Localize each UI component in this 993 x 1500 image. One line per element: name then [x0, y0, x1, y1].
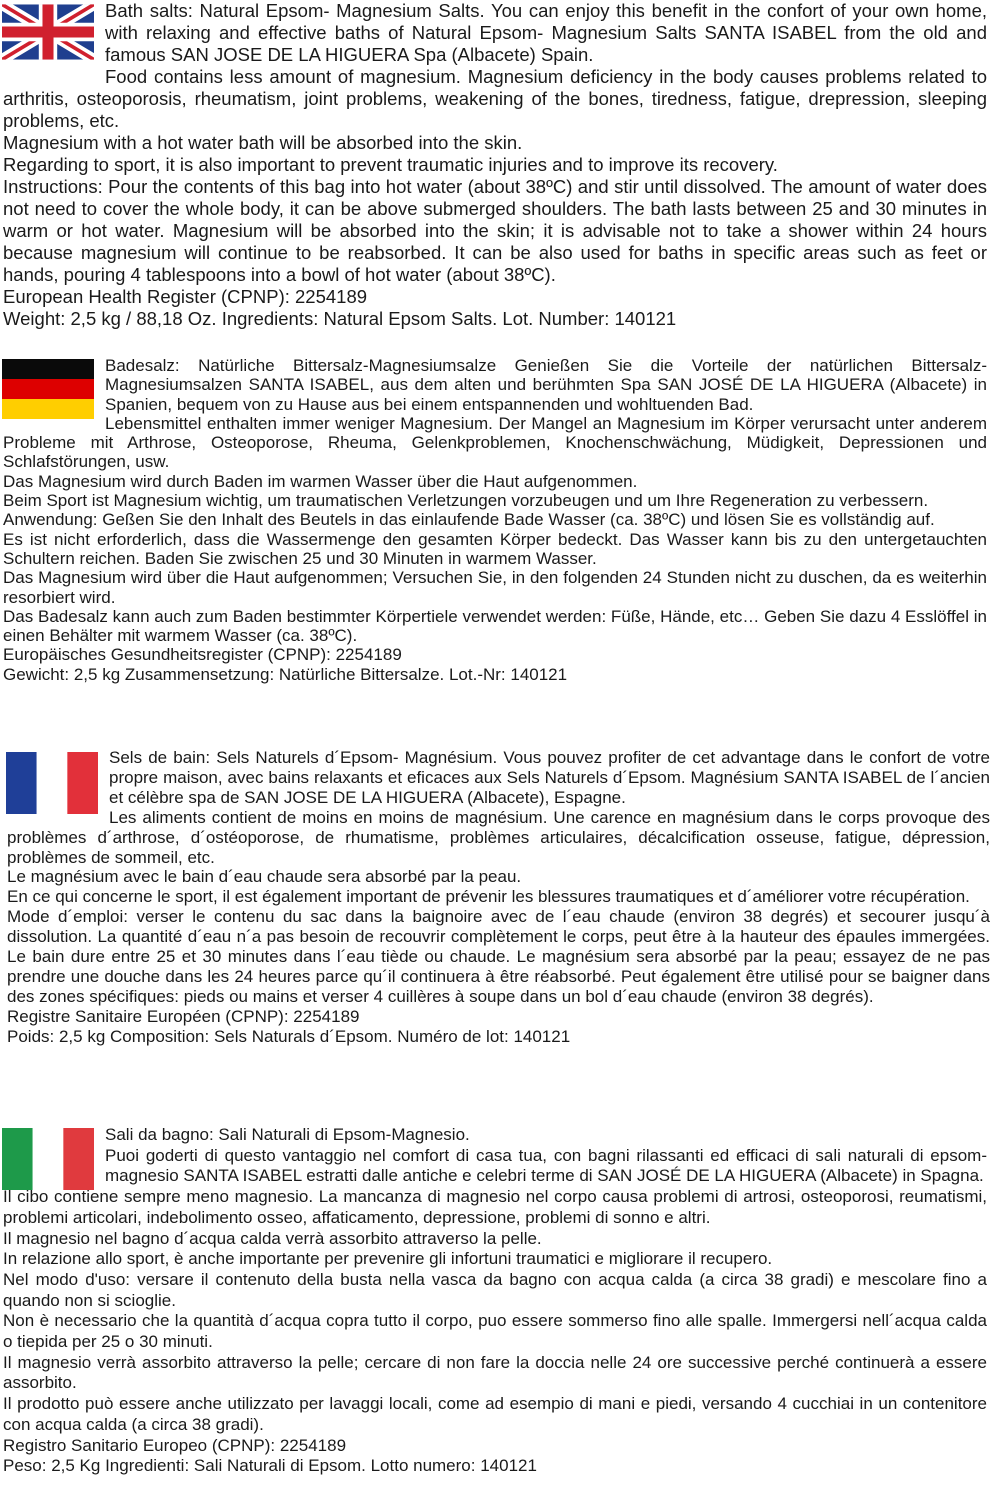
italian-register: Registro Sanitario Europeo (CPNP): 2254189	[3, 1435, 347, 1455]
german-paragraph: Lebensmittel enthalten immer weniger Magnesium. Der Mangel an Magnesium im Körper verursacht unter anderem Probleme mit Arthrose, Osteoporose, Rheuma, Gelenkproblemen, Knochenschwächung, Müdigkeit, Depressionen und Schlafstörungen, usw.	[3, 413, 987, 472]
german-paragraph: Es ist nicht erforderlich, dass die Wassermenge den gesamten Körper bedeckt. Das Wasser kann bis zu den untergetauchten Schultern reichen. Baden Sie zwischen 25 und 30 Minuten in warmem Wasser.	[3, 529, 987, 568]
english-section	[0, 0, 993, 330]
french-paragraph: Le magnésium avec le bain d´eau chaude sera absorbé par la peau.	[7, 867, 522, 887]
english-register: European Health Register (CPNP): 2254189	[3, 286, 368, 307]
italian-paragraph: Il magnesio verrà assorbito attraverso la pelle; cercare di non fare la doccia nelle 24 ore successive perché continuerà a essere assorbito.	[3, 1352, 987, 1393]
german-paragraph: Badesalz: Natürliche Bittersalz-Magnesiumsalze Genießen Sie die Vorteile der natürlichen Bittersalz-Magnesiumsalzen SANTA ISABEL, aus dem alten und berühmten Spa SAN JOSÉ DE LA HIGUERA (Albacete) in Spanien, bequem von zu Hause aus bei einem entspannenden und wohltuenden Bad.	[105, 356, 987, 414]
italian-weight: Peso: 2,5 Kg Ingredienti: Sali Naturali di Epsom. Lotto numero: 140121	[3, 1456, 537, 1476]
italian-section	[0, 1125, 993, 1477]
italian-paragraph: Il cibo contiene sempre meno magnesio. La mancanza di magnesio nel corpo causa problemi di artrosi, osteoporosi, reumatismi, problemi articolari, indebolimento osseo, affaticamento, depressione, problemi di sonno e altri.	[3, 1187, 987, 1227]
italian-paragraph: Puoi goderti di questo vantaggio nel comfort di casa tua, con bagni rilassanti ed efficaci di sali naturali di epsom-magnesio SANTA ISABEL estratti dalle antiche e celebri terme di SAN JOSÉ DE LA HIGUERA (Albacete) in Spagna.	[105, 1145, 987, 1186]
english-paragraph: Food contains less amount of magnesium. Magnesium deficiency in the body causes problems related to arthritis, osteoporosis, rheumatism, joint problems, weakening of the bones, tiredness, fatigue, drepression, sleeping problems, etc.	[3, 66, 987, 131]
french-paragraph: En ce qui concerne le sport, il est également important de prévenir les blessures traumatiques et d´améliorer votre récupération.	[7, 887, 970, 907]
english-weight: Weight: 2,5 kg / 88,18 Oz. Ingredients: Natural Epsom Salts. Lot. Number: 140121	[3, 308, 677, 329]
italian-paragraph: Il magnesio nel bagno d´acqua calda verrà assorbito attraverso la pelle.	[3, 1228, 542, 1248]
italian-paragraph: Il prodotto può essere anche utilizzato per lavaggi locali, come ad esempio di mani e piedi, versando 4 cucchiai in un contenitore con acqua calda (a circa 38 gradi).	[3, 1394, 987, 1434]
german-weight: Gewicht: 2,5 kg Zusammensetzung: Natürliche Bittersalze. Lot.-Nr: 140121	[3, 664, 568, 684]
german-register: Europäisches Gesundheitsregister (CPNP): 2254189	[3, 645, 402, 665]
italian-paragraph: Nel modo d'uso: versare il contenuto della busta nella vasca da bagno con acqua calda (a circa 38 gradi) e mescolare fino a quando non si scioglie.	[3, 1269, 987, 1310]
german-paragraph: Beim Sport ist Magnesium wichtig, um traumatischen Verletzungen vorzubeugen und um Ihre Regeneration zu verbessern.	[3, 491, 929, 511]
german-paragraph: Das Magnesium wird durch Baden im warmen Wasser über die Haut aufgenommen.	[3, 471, 638, 491]
english-paragraph: Instructions: Pour the contents of this bag into hot water (about 38ºC) and stir until dissolved. The amount of water does not need to cover the whole body, it can be above submerged shoulders. The bath lasts between 25 and 30 minutes in warm or hot water. Magnesium will be absorbed into the skin; it is advisable not to take a shower within 24 hours because magnesium will continue to be reabsorbed. It can be also used for baths in specific areas such as feet or hands, pouring 4 tablespoons into a bowl of hot water (about 38ºC).	[3, 176, 987, 285]
german-section	[0, 356, 993, 684]
french-paragraph: Sels de bain: Sels Naturels d´Epsom- Magnésium. Vous pouvez profiter de cet advantage dans le confort de votre propre maison, avec bains relaxants et eficaces aux Sels Naturels d´Epsom. Magnésium SANTA ISABEL de l´ancien et célèbre spa de SAN JOSE DE LA HIGUERA (Albacete), Espagne.	[109, 748, 990, 807]
french-paragraph: Les aliments contient de moins en moins de magnésium. Une carence en magnésium dans le corps provoque des problèmes d´arthrose, d´ostéoporose, de rhumatisme, problèmes articulaires, décalcification osseuse, fatigue, dépression, problèmes de sommeil, etc.	[7, 807, 990, 867]
french-register: Registre Sanitaire Européen (CPNP): 2254189	[7, 1006, 360, 1026]
english-paragraph: Regarding to sport, it is also important to prevent traumatic injuries and to improve its recovery.	[3, 154, 778, 175]
german-paragraph: Das Magnesium wird über die Haut aufgenommen; Versuchen Sie, in den folgenden 24 Stunden nicht zu duschen, da es weiterhin resorbiert wird.	[3, 568, 987, 607]
italian-title: Sali da bagno: Sali Naturali di Epsom-Magnesio.	[105, 1125, 470, 1144]
german-paragraph: Das Badesalz kann auch zum Baden bestimmter Körpertiele verwendet werden: Füße, Hände, etc… Geben Sie dazu 4 Esslöffel in einen Behälter mit warmem Wasser (ca. 38ºC).	[3, 606, 987, 646]
french-paragraph: Mode d´emploi: verser le contenu du sac dans la baignoire avec de l´eau chaude (environ 38 degrés) et secourer jusqu´à dissolution. La quantité d´eau n´a pas besoin de recouvrir complètement le corps, peut être à la hauteur des épaules immergées. Le bain dure entre 25 et 30 minutes dans l´eau tiède ou chaude. Le magnésium sera absorbé par la peau; essayez de ne pas prendre une douche dans les 24 heures parce qu´il continuera à être réabsorbé. Peut également être utilisé pour se baigner dans des zones spécifiques: pieds ou mains et verser 4 cuillères à soupe dans un bol d´eau chaude (environ 38 degrés).	[7, 907, 990, 1006]
english-intro: Bath salts: Natural Epsom- Magnesium Salts. You can enjoy this benefit in the confort of your own home, with relaxing and effective baths of Natural Epsom- Magnesium Salts SANTA ISABEL from the old and famous SAN JOSE DE LA HIGUERA Spa (Albacete) Spain.	[105, 0, 987, 65]
english-paragraph: Magnesium with a hot water bath will be absorbed into the skin.	[3, 132, 523, 153]
german-paragraph: Anwendung: Geßen Sie den Inhalt des Beutels in das einlaufende Bade Wasser (ca. 38ºC) und lösen Sie es vollständig auf.	[3, 510, 935, 530]
italian-paragraph: In relazione allo sport, è anche importante per prevenire gli infortuni traumatici e migliorare il recupero.	[3, 1249, 773, 1269]
italian-paragraph: Non è necessario che la quantità d´acqua copra tutto il corpo, puo essere sommerso fino alle spalle. Immergersi nell´acqua calda o tiepida per 25 o 30 minuti.	[3, 1311, 987, 1352]
french-section	[0, 748, 993, 1047]
french-weight: Poids: 2,5 kg Composition: Sels Naturals d´Epsom. Numéro de lot: 140121	[7, 1026, 571, 1046]
